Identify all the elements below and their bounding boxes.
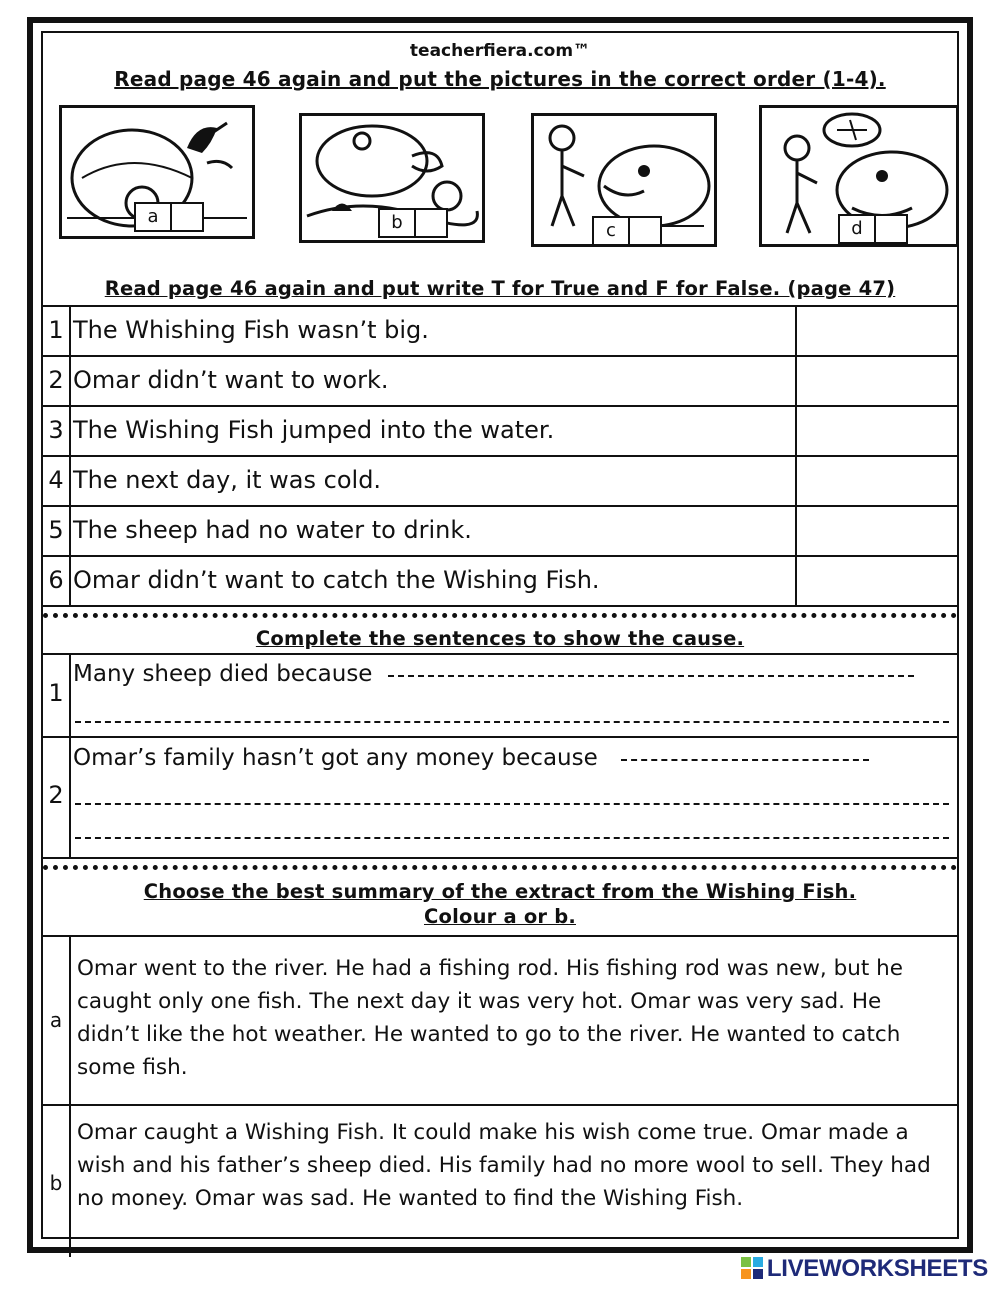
tf-answer-box[interactable] — [797, 506, 957, 554]
tf-statement: The Whishing Fish wasn’t big. — [73, 316, 429, 344]
tf-statement: The sheep had no water to drink. — [73, 516, 472, 544]
tf-statement: The next day, it was cold. — [73, 466, 382, 494]
picture-d-label-box[interactable] — [838, 214, 908, 244]
picture-b-label: b — [380, 210, 416, 236]
tf-statement: The Wishing Fish jumped into the water. — [73, 416, 555, 444]
cause-number: 2 — [48, 781, 64, 809]
tf-answer-box[interactable] — [797, 356, 957, 404]
tf-answer-box[interactable] — [797, 406, 957, 454]
worksheet-frame — [27, 17, 973, 1253]
brand-name: LIVEWORKSHEETS — [766, 1255, 988, 1282]
cause-answer-line[interactable] — [388, 673, 914, 677]
tf-statement: Omar didn’t want to catch the Wishing Fish. — [73, 566, 600, 594]
true-false-instruction: Read page 46 again and put write T for True and F for False. (page 47) — [104, 277, 896, 300]
summary-option-label: a — [49, 1008, 63, 1032]
tf-answer-box[interactable] — [797, 556, 957, 604]
cause-instruction: Complete the sentences to show the cause. — [255, 627, 745, 650]
tf-number: 2 — [48, 366, 64, 394]
summary-instruction-line2: Colour a or b. — [424, 905, 576, 928]
picture-c-label: c — [594, 218, 630, 244]
summary-option-label: b — [49, 1171, 63, 1195]
cause-answer-line[interactable] — [75, 719, 949, 723]
summary-instruction-line1: Choose the best summary of the extract from the Wishing Fish. — [143, 880, 857, 903]
tf-number: 5 — [48, 516, 64, 544]
worksheet-inner — [41, 31, 959, 1239]
tf-answer-box[interactable] — [797, 456, 957, 504]
picture-d — [759, 105, 959, 247]
tf-number: 4 — [48, 466, 64, 494]
picture-d-label: d — [840, 216, 876, 242]
liveworksheets-logo-icon — [741, 1257, 763, 1279]
picture-b-label-box[interactable] — [378, 208, 448, 238]
picture-c — [531, 113, 717, 247]
tf-answer-box[interactable] — [797, 306, 957, 354]
picture-a — [59, 105, 255, 239]
tf-number: 3 — [48, 416, 64, 444]
tf-number: 1 — [48, 316, 64, 344]
liveworksheets-brand — [741, 1255, 988, 1283]
cause-answer-line[interactable] — [75, 801, 949, 805]
summary-option-a[interactable]: Omar went to the river. He had a fishing rod. His fishing rod was new, but he caught only one fish. The next day it was very hot. Omar was very sad. He didn’t like the hot weather. He wanted to go to the river. He wanted to catch some fish. — [77, 956, 903, 1080]
cause-number: 1 — [48, 679, 64, 707]
cause-prompt: Many sheep died because — [73, 661, 373, 687]
tf-number: 6 — [48, 566, 64, 594]
cause-prompt: Omar’s family hasn’t got any money because — [73, 745, 598, 771]
tf-statement: Omar didn’t want to work. — [73, 366, 389, 394]
site-name: teacherfiera.com™ — [409, 41, 591, 61]
picture-a-label-box[interactable] — [134, 202, 204, 232]
picture-a-label: a — [136, 204, 172, 230]
cause-answer-line[interactable] — [75, 835, 949, 839]
picture-c-label-box[interactable] — [592, 216, 662, 246]
summary-option-b[interactable]: Omar caught a Wishing Fish. It could make his wish come true. Omar made a wish and his father’s sheep died. His family had no more wool to sell. They had no money. Omar was sad. He wanted to find the Wishing Fish. — [77, 1120, 931, 1211]
cause-answer-line[interactable] — [621, 757, 869, 761]
order-instruction: Read page 46 again and put the pictures in the correct order (1-4). — [114, 67, 886, 91]
picture-b — [299, 113, 485, 243]
